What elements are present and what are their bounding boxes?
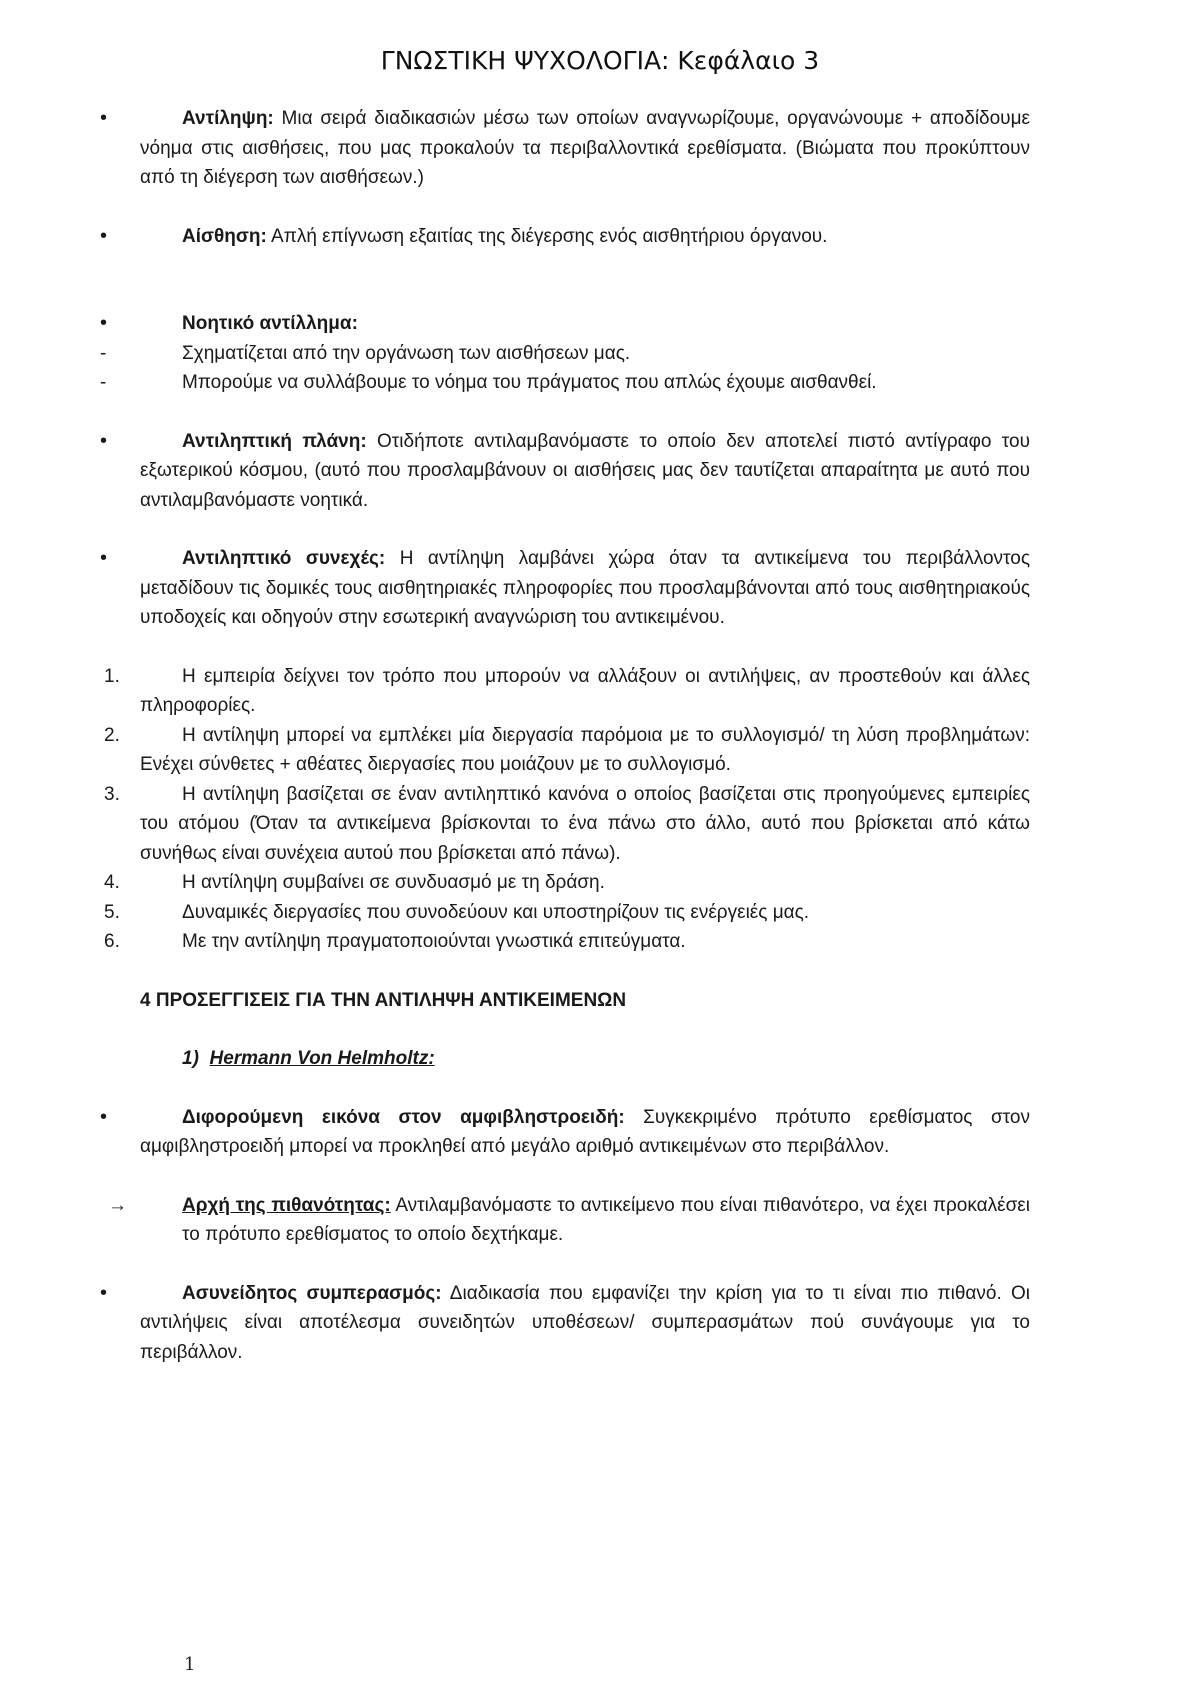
bullet-icon: • — [100, 312, 108, 334]
term-label: Νοητικό αντίλλημα: — [182, 313, 358, 334]
bullet-diforoumeni — [100, 1103, 1030, 1162]
term-label: Αντίληψη: — [182, 108, 274, 129]
numbered-text: Η αντίληψη συμβαίνει σε συνδυασμό με τη δράση. — [182, 872, 605, 893]
bullet-icon: • — [100, 1105, 108, 1128]
definition-text: Απλή επίγνωση εξαιτίας της διέγερσης ενός αισθητήριου όργανου. — [266, 225, 828, 247]
numbered-item — [100, 898, 1030, 928]
arrow-pithanotita — [100, 1191, 1030, 1250]
numbered-text: Η εμπειρία δείχνει τον τρόπο που μπορούν να αλλάξουν οι αντιλήψεις, αν προστεθούν και άλλες πληροφορίες. — [140, 665, 1030, 716]
dash-icon: - — [100, 372, 107, 393]
term-label: Αντιληπτικό συνεχές: — [182, 548, 386, 569]
term-label: Αντιληπτική πλάνη: — [182, 430, 367, 452]
numbered-item — [100, 927, 1030, 957]
numbered-text: Δυναμικές διεργασίες που συνοδεύουν και υποστηρίζουν τις ενέργειές μας. — [182, 901, 810, 923]
bullet-plani — [100, 427, 1030, 516]
dash-item — [100, 368, 1030, 398]
numbered-item — [100, 780, 1030, 869]
numbered-text: Η αντίληψη μπορεί να εμπλέκει μία διεργασία παρόμοια με το συλλογισμό/ τη λύση προβλημάτων: Ενέχει σύνθετες + αθέατες διεργασίες που μοιάζουν με το συλλογισμό. — [140, 724, 1030, 775]
bullet-icon: • — [100, 1281, 108, 1304]
definition-text: Οτιδήποτε αντιλαμβανόμαστε το οποίο δεν αποτελεί πιστό αντίγραφο του εξωτερικού κόσμου, (αυτό που προσλαμβάνουν οι αισθήσεις μας δεν ταυτίζεται απαραίτητα με αυτό που αντιλαμβανόμαστε νοητικά. — [140, 430, 1030, 511]
bullet-synexes — [100, 544, 1030, 633]
numbered-item — [100, 662, 1030, 721]
numbered-text: Με την αντίληψη πραγματοποιούνται γνωστικά επιτεύγματα. — [182, 931, 686, 952]
item-number: 3. — [104, 783, 120, 805]
definition-text: Συγκεκριμένο πρότυπο ερεθίσματος στον αμφιβληστροειδή μπορεί να προκληθεί από μεγάλο αριθμό αντικειμένων στο περιβάλλον. — [140, 1106, 1030, 1157]
term-label: Αρχή της πιθανότητας: — [182, 1194, 391, 1216]
definition-text: Η αντίληψη λαμβάνει χώρα όταν τα αντικείμενα του περιβάλλοντος μεταδίδουν τις δομικές τους αισθητηριακές πληροφορίες που προσλαμβάνονται από τους αισθητηριακούς υποδοχείς και οδηγούν στην εσωτερική αναγνώριση του αντικειμένου. — [140, 548, 1030, 628]
dash-text: Μπορούμε να συλλάβουμε το νόημα του πράγματος που απλώς έχουμε αισθανθεί. — [182, 372, 877, 393]
definition-text: Μια σειρά διαδικασιών μέσω των οποίων αναγνωρίζουμε, οργανώνουμε + αποδίδουμε νόημα στις αισθήσεις, που μας προκαλούν τα περιβαλλοντικά ερεθίσματα. (Βιώματα που προκύπτουν από τη διέγερση των αισθήσεων.) — [140, 108, 1030, 188]
dash-icon: - — [100, 342, 107, 364]
bullet-antilipsi — [100, 104, 1030, 193]
numbered-text: Η αντίληψη βασίζεται σε έναν αντιληπτικό κανόνα ο οποίος βασίζεται στις προηγούμενες εμπειρίες του ατόμου (Όταν τα αντικείμενα βρίσκονται το ένα πάνω στο άλλο, αυτό που βρίσκεται από κάτω συνήθως είναι συνέχεια αυτού που βρίσκεται από πάνω). — [140, 783, 1030, 864]
definition-text: Αντιλαμβανόμαστε το αντικείμενο που είναι πιθανότερο, να έχει προκαλέσει το πρότυπο ερεθίσματος το οποίο δεχτήκαμε. — [182, 1194, 1030, 1245]
bullet-noitiko — [100, 309, 1030, 339]
term-label: Ασυνείδητος συμπερασμός: — [182, 1282, 442, 1304]
arrow-right-icon: → — [108, 1194, 127, 1216]
dash-text: Σχηματίζεται από την οργάνωση των αισθήσεων μας. — [182, 342, 631, 364]
page-number: 1 — [184, 1654, 196, 1675]
bullet-icon: • — [100, 107, 108, 129]
document-body — [100, 104, 1030, 1367]
item-number: 2. — [104, 724, 120, 746]
bullet-icon: • — [100, 547, 108, 569]
bullet-aisthisi — [100, 222, 1030, 252]
section-heading: 4 ΠΡΟΣΕΓΓΙΣΕΙΣ ΓΙΑ ΤΗΝ ΑΝΤΙΛΗΨΗ ΑΝΤΙΚΕΙΜΕΝΩΝ — [140, 989, 627, 1011]
sub-heading-name: Hermann Von Helmholtz: — [209, 1048, 435, 1069]
definition-text: Διαδικασία που εμφανίζει την κρίση για το τι είναι πιο πιθανό. Οι αντιλήψεις είναι αποτέλεσμα συνειδητών υποθέσεων/ συμπερασμάτων πού συνάγουμε για το περιβάλλον. — [140, 1282, 1031, 1363]
item-number: 6. — [104, 931, 120, 952]
item-number: 5. — [104, 901, 120, 923]
sub-heading — [100, 1044, 1030, 1074]
item-number: 1. — [104, 665, 120, 687]
bullet-asyneidito — [100, 1279, 1030, 1368]
numbered-item — [100, 721, 1030, 780]
numbered-item — [100, 868, 1030, 898]
bullet-icon: • — [100, 224, 108, 247]
document-title: ΓΝΩΣΤΙΚΗ ΨΥΧΟΛΟΓΙΑ: Κεφάλαιο 3 — [380, 46, 820, 75]
item-number: 4. — [104, 872, 120, 893]
bullet-icon: • — [100, 429, 108, 452]
term-label: Διφορούμενη εικόνα στον αμφιβληστροειδή: — [182, 1106, 625, 1128]
dash-item — [100, 339, 1030, 369]
term-label: Αίσθηση: — [182, 225, 267, 247]
sub-heading-number: 1) — [182, 1048, 199, 1069]
